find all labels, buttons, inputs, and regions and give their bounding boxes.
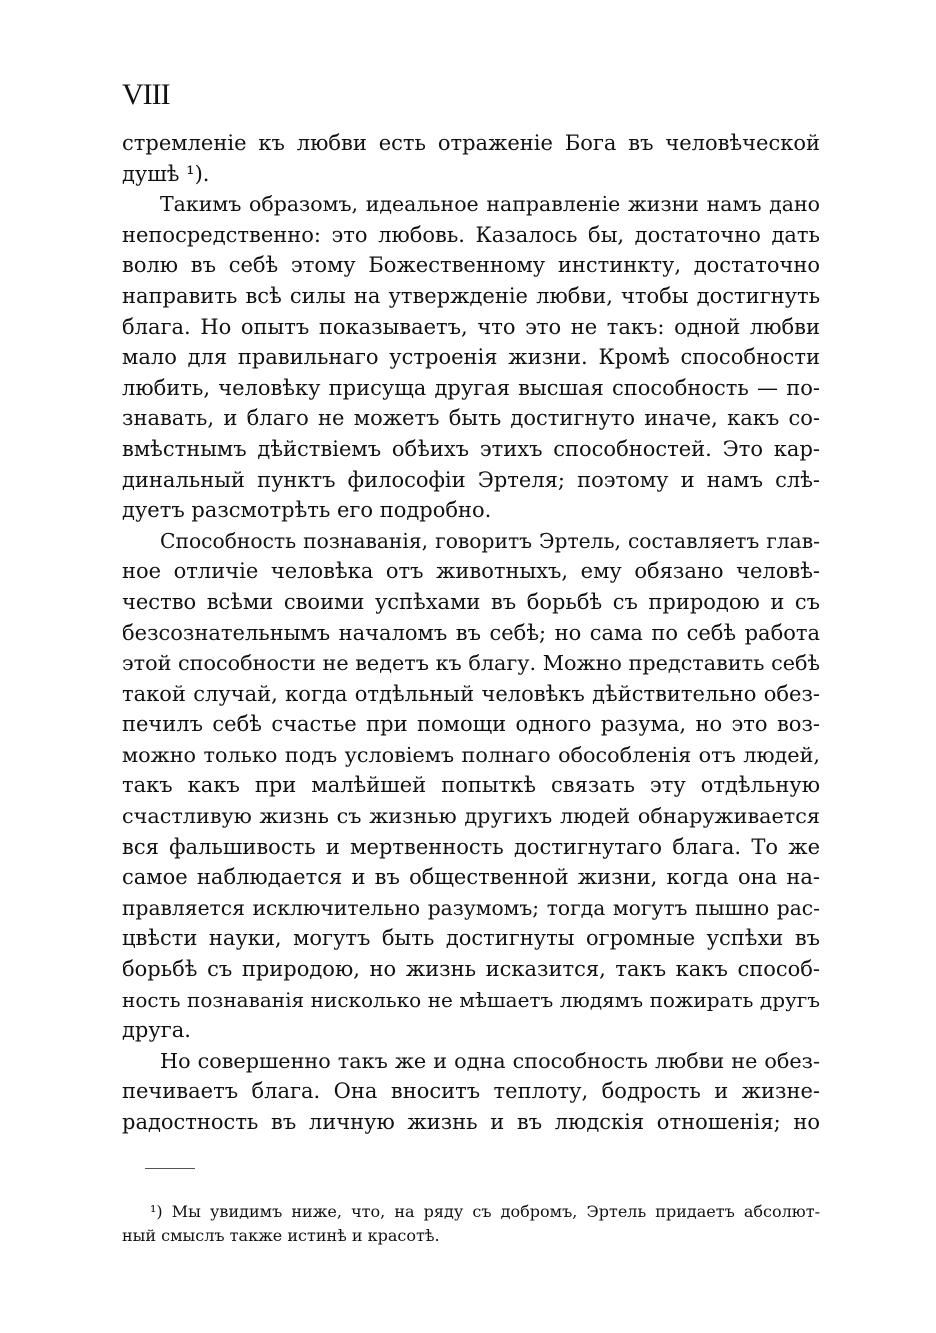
body-text xyxy=(122,128,820,1138)
text-line: стремленіе къ любви есть отраженіе Бога въ человѣческой xyxy=(122,131,820,155)
text-line: счастливую жизнь съ жизнью другихъ людей обнаруживается xyxy=(122,804,820,829)
text-line: мало для правильнаго устроенія жизни. Кромѣ способности xyxy=(122,345,820,370)
page-number: VIII xyxy=(122,78,170,111)
text-line: такъ какъ при малѣйшей попыткѣ связать эту отдѣльную xyxy=(122,773,820,798)
text-line: волю въ себѣ этому Божественному инстинкту, достаточно xyxy=(122,253,820,278)
text-line: такой случай, когда отдѣльный человѣкъ дѣйствительно обез- xyxy=(122,681,820,706)
text-line: радостность въ личную жизнь и въ людскія отношенія; но xyxy=(122,1110,820,1134)
text-line: дуетъ разсмотрѣть его подробно. xyxy=(122,498,492,523)
text-line: чество всѣми своими успѣхами въ борьбѣ съ природою и съ xyxy=(122,589,820,614)
text-line: цвѣсти науки, могутъ быть достигнуты огромные успѣхи въ xyxy=(122,926,820,951)
text-line: непосредственно: это любовь. Казалось бы, достаточно дать xyxy=(122,222,820,247)
text-line: безсознательнымъ началомъ въ себѣ; но сама по себѣ работа xyxy=(122,620,820,645)
footnote-line: ный смыслъ также истинѣ и красотѣ. xyxy=(122,1226,440,1245)
text-line: этой способности не ведетъ къ благу. Можно представить себѣ xyxy=(122,651,820,676)
paragraph-start-line: Такимъ образомъ, идеальное направленіе жизни намъ дано xyxy=(160,192,820,217)
text-line: правляется исключительно разумомъ; тогда могутъ пышно рас- xyxy=(122,895,820,920)
text-line: печилъ себѣ счастье при помощи одного разума, но это воз- xyxy=(122,712,820,737)
text-line: печиваетъ блага. Она вноситъ теплоту, бодрость и жизне- xyxy=(122,1079,820,1104)
text-line: самое наблюдается и въ общественной жизни, когда она на- xyxy=(122,865,820,890)
text-line: борьбѣ съ природою, но жизнь исказится, такъ какъ способ- xyxy=(122,957,820,982)
text-line: ное отличіе человѣка отъ животныхъ, ему обязано человѣ- xyxy=(122,559,820,584)
footnote-line: ¹) Мы увидимъ ниже, что, на ряду съ добромъ, Эртель придаетъ абсолют- xyxy=(150,1202,820,1221)
footnote xyxy=(122,1200,820,1248)
paragraph-start-line: Но совершенно такъ же и одна способность любви не обез- xyxy=(160,1048,820,1073)
text-line: знавать, и благо не можетъ быть достигнуто иначе, какъ со- xyxy=(122,406,820,431)
text-line: друга. xyxy=(122,1018,191,1043)
text-line: можно только подъ условіемъ полнаго обособленія отъ людей, xyxy=(122,742,820,767)
text-line: ность познаванія нисколько не мѣшаетъ людямъ пожирать другъ xyxy=(122,987,820,1012)
footnote-divider xyxy=(145,1168,195,1169)
paragraph-start-line: Способность познаванія, говоритъ Эртель, составляетъ глав- xyxy=(160,528,820,553)
text-line: динальный пунктъ философіи Эртеля; поэтому и намъ слѣ- xyxy=(122,467,820,492)
text-line: направить всѣ силы на утвержденіе любви, чтобы достигнуть xyxy=(122,283,820,308)
text-line: душѣ ¹). xyxy=(122,161,210,186)
text-line: блага. Но опытъ показываетъ, что это не такъ: одной любви xyxy=(122,314,820,339)
text-line: вмѣстнымъ дѣйствіемъ обѣихъ этихъ способностей. Это кар- xyxy=(122,436,820,461)
text-line: любить, человѣку присуща другая высшая способность — по- xyxy=(122,375,820,400)
text-line: вся фальшивость и мертвенность достигнутаго блага. То же xyxy=(122,834,820,859)
